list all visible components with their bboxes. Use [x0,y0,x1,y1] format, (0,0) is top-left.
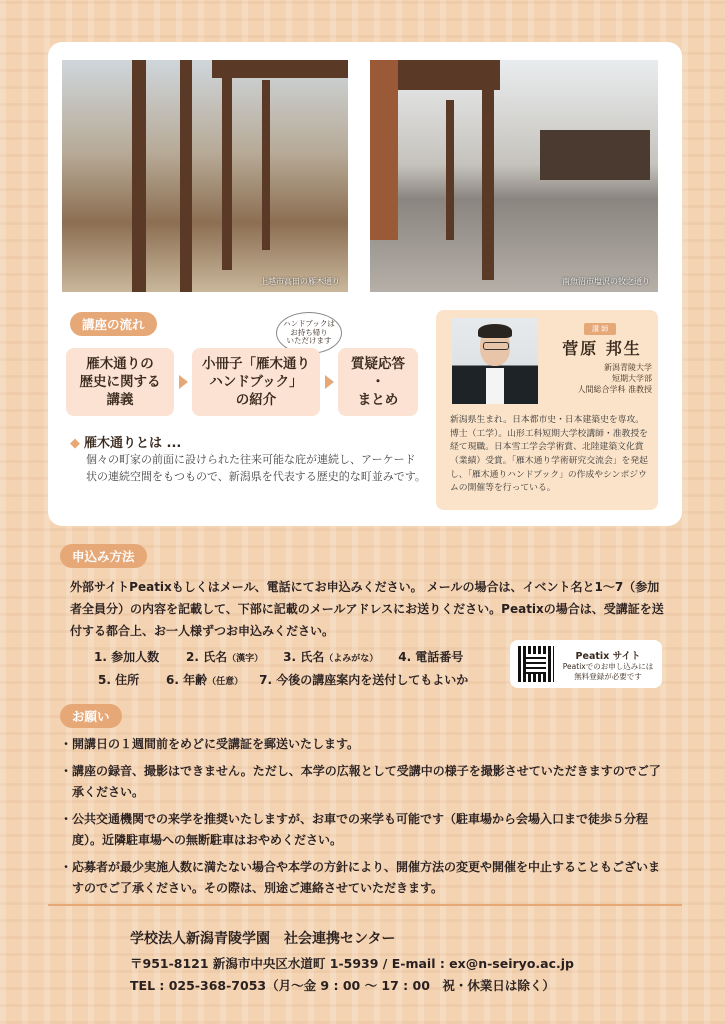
divider [48,904,682,906]
lecturer-affiliation [546,362,652,396]
apply-item-note: （漢字） [227,654,264,664]
flow-step-handbook: 小冊子「雁木通り ハンドブック」 の紹介 [192,348,320,416]
peatix-note-line: Peatixでのお申し込みには [562,662,654,671]
qr-code-icon[interactable] [518,646,554,682]
bullet-icon: ・ [60,737,73,751]
list-item [60,809,664,851]
apply-item: 4. 電話番号 [398,650,464,664]
bubble-line: いただけます [286,336,332,346]
apply-item-note: （よみがな） [324,654,379,664]
bubble-line: お持ち帰り [290,327,328,337]
apply-items [94,646,468,692]
bullet-icon: ・ [60,764,73,778]
apply-text: 外部サイトPeatixもしくはメール、電話にてお申込みください。 メールの場合は、イベント名と1～7（参加者全員分）の内容を記載して、下部に記載のメールアドレスにお送りください。Peatixの場合は、受講証を送付する都合上、お一人様ずつお申込みください。 [70,580,664,639]
photo-shiozawa-street [370,60,658,292]
photo-caption: 南魚沼市塩沢の牧之通り [562,277,650,286]
photo-takada-gangi [62,60,348,292]
list-item [60,761,664,803]
request-text: 応募者が最少実施人数に満たない場合や本学の方針により、開催方法の変更や開催を中止することもございますのでご了承ください。その際は、別途ご連絡させていただきます。 [72,860,661,895]
peatix-title: Peatix サイト [575,651,641,662]
arrow-right-icon [325,375,334,389]
bubble-line: ハンドブックは [283,319,335,329]
apply-item: 2. 氏名 [186,650,228,664]
footer-address: 〒951-8121 新潟市中央区水道町 1-5939 / E-mail : ex@n-seiryo.ac.jp [130,956,574,971]
affiliation-line: 新潟青陵大学 [604,363,652,372]
photo-caption: 上越市高田の雁木通り [260,277,340,286]
list-item [60,734,664,755]
peatix-note-line: 無料登録が必要です [574,671,642,681]
apply-item: 7. 今後の講座案内を送付してもよいか [259,672,469,687]
affiliation-line: 短期大学部 [612,374,652,384]
arrow-right-icon [179,375,188,389]
about-title-text: 雁木通りとは ... [84,436,182,451]
flow-step-qa: 質疑応答 ・ まとめ [338,348,418,416]
request-text: 公共交通機関での来学を推奨いたしますが、お車での来学も可能です（駐車場から会場入口まで徒歩５分程度）。近隣駐車場への無断駐車はおやめください。 [72,812,649,847]
requests-label: お願い [60,704,122,728]
bullet-icon: ・ [60,812,73,826]
lecturer-name: 菅原 邦生 [562,339,642,358]
flow-label: 講座の流れ [70,312,157,336]
bullet-icon: ・ [60,860,73,874]
apply-item: 5. 住所 [98,672,140,687]
requests-list [60,734,664,905]
footer-tel: TEL : 025-368-7053（月～金 9 : 00 ～ 17 : 00 祝・休業日は除く） [130,978,555,993]
request-text: 開講日の１週間前をめどに受講証を郵送いたします。 [72,737,360,751]
apply-item: 6. 年齢 [166,672,208,687]
lecturer-role: 講 師 [584,323,616,335]
footer-org: 学校法人新潟青陵学園 社会連携センター [130,931,396,947]
apply-label: 申込み方法 [60,544,147,568]
apply-item-note: （任意） [207,676,244,687]
apply-item: 1. 参加人数 [94,650,160,664]
apply-item: 3. 氏名 [283,650,325,664]
lecturer-portrait [452,318,538,404]
about-body: 個々の町家の前面に設けられた往来可能な庇が連続し、アーケード状の連続空間をもつもので、新潟県を代表する歴史的な町並みです。 [86,453,426,483]
peatix-note [560,662,656,682]
lecturer-panel [436,310,658,510]
intro-card [48,42,682,526]
affiliation-line: 人間総合学科 准教授 [577,385,652,395]
flow-step-lecture: 雁木通りの 歴史に関する 講義 [66,348,174,416]
about-title [70,432,181,451]
diamond-icon: ◆ [70,436,80,451]
peatix-box[interactable] [510,640,662,688]
request-text: 講座の録音、撮影はできません。ただし、本学の広報として受講中の様子を撮影させていただきますのでご了承ください。 [72,764,661,799]
lecturer-bio: 新潟県生まれ。日本都市史・日本建築史を専攻。博士（工学）。山形工科短期大学校講師・准教授を経て現職。日本雪工学会学術賞、北陸建築文化賞（業績）受賞。「雁木通り学術研究交流会」を発起し、「雁木通りハンドブック」の作成やシンポジウムの開催等を行っている。 [450,415,648,494]
list-item [60,857,664,899]
